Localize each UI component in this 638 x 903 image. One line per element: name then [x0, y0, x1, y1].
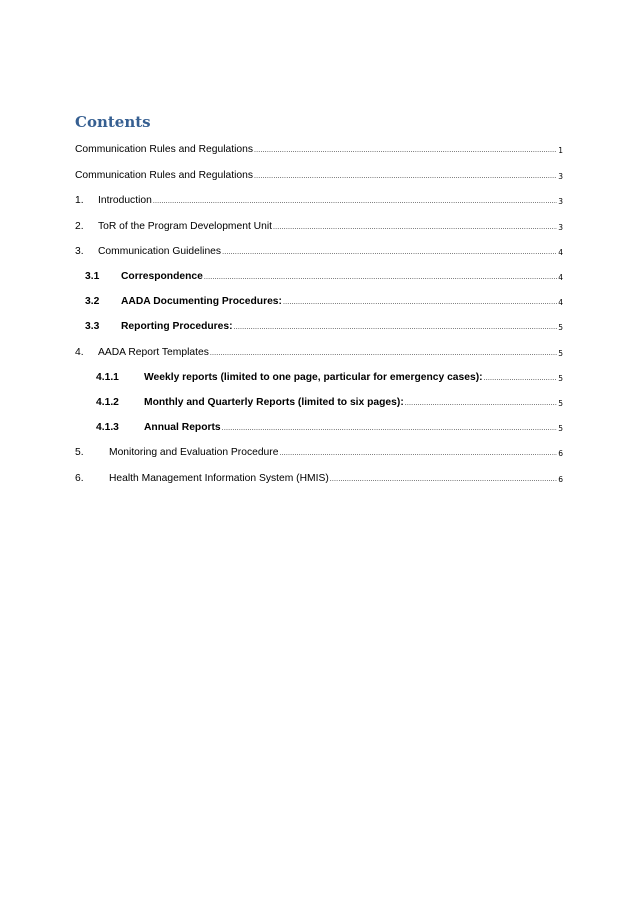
toc-entry[interactable]	[85, 269, 563, 283]
toc-entry-number: 6.	[75, 473, 84, 484]
toc-entry[interactable]	[75, 168, 563, 182]
toc-entry-number: 5.	[75, 447, 84, 458]
toc-entry-text: AADA Report Templates	[98, 347, 209, 358]
toc-leader-dots	[222, 424, 558, 434]
toc-entry-number: 2.	[75, 221, 84, 232]
toc-entry[interactable]	[96, 420, 563, 434]
toc-leader-dots	[273, 223, 557, 233]
toc-entry-text: Introduction	[98, 195, 152, 206]
toc-entry[interactable]	[75, 193, 563, 207]
toc-leader-dots	[254, 172, 557, 182]
toc-entry-text: Monthly and Quarterly Reports (limited to six pages):	[144, 397, 404, 408]
toc-entry-number: 3.1	[85, 271, 100, 282]
toc-entry[interactable]	[75, 219, 563, 233]
toc-entry-number: 3.3	[85, 321, 100, 332]
toc-entry[interactable]	[75, 445, 563, 459]
toc-entry-number: 4.1.2	[96, 397, 119, 408]
toc-leader-dots	[204, 273, 557, 283]
toc-entry-text: AADA Documenting Procedures:	[121, 296, 282, 307]
toc-entry-text: Health Management Information System (HMIS)	[109, 473, 329, 484]
toc-entry-text: Reporting Procedures:	[121, 321, 233, 332]
toc-page-number: 3	[558, 223, 563, 232]
toc-entry-number: 3.2	[85, 296, 100, 307]
toc-page-number: 3	[558, 172, 563, 181]
toc-entry-text: Weekly reports (limited to one page, particular for emergency cases):	[144, 372, 483, 383]
toc-entry[interactable]	[75, 471, 563, 485]
toc-page-number: 5	[558, 374, 563, 383]
toc-leader-dots	[254, 146, 557, 156]
toc-entry-text: Communication Rules and Regulations	[75, 170, 254, 181]
toc-page-number: 4	[558, 298, 563, 307]
toc-entry-number: 4.1.1	[96, 372, 119, 383]
toc-page-number: 5	[558, 399, 563, 408]
toc-entry-number: 4.1.3	[96, 422, 119, 433]
toc-leader-dots	[279, 449, 557, 459]
toc-leader-dots	[210, 349, 557, 359]
toc-entry[interactable]	[96, 395, 563, 409]
toc-leader-dots	[153, 197, 557, 207]
toc-entry-text: Correspondence	[121, 271, 203, 282]
toc-leader-dots	[234, 323, 558, 333]
toc-entry-text: Communication Guidelines	[98, 246, 222, 257]
toc-entry-number: 3.	[75, 246, 84, 257]
toc-entry[interactable]	[96, 370, 563, 384]
toc-entry[interactable]	[75, 345, 563, 359]
toc-heading: Contents	[75, 113, 151, 131]
toc-entry[interactable]	[75, 142, 563, 156]
toc-entry[interactable]	[85, 319, 563, 333]
toc-page-number: 5	[558, 424, 563, 433]
toc-leader-dots	[405, 399, 557, 409]
toc-leader-dots	[283, 298, 557, 308]
toc-page-number: 6	[558, 475, 563, 484]
toc-entry-text: Annual Reports	[144, 422, 221, 433]
toc-page-number: 1	[558, 146, 563, 155]
toc-page-number: 5	[558, 323, 563, 332]
toc-entry-text: Monitoring and Evaluation Procedure	[109, 447, 279, 458]
toc-entry-text: Communication Rules and Regulations	[75, 144, 254, 155]
toc-page-number: 5	[558, 349, 563, 358]
toc-leader-dots	[484, 374, 558, 384]
toc-leader-dots	[330, 475, 557, 485]
toc-page-number: 4	[558, 248, 563, 257]
toc-page-number: 3	[558, 197, 563, 206]
toc-leader-dots	[222, 248, 557, 258]
toc-page-number: 6	[558, 449, 563, 458]
toc-entry-number: 1.	[75, 195, 84, 206]
toc-entry[interactable]	[85, 294, 563, 308]
toc-page-number: 4	[558, 273, 563, 282]
toc-entry-number: 4.	[75, 347, 84, 358]
toc-entry-text: ToR of the Program Development Unit	[98, 221, 272, 232]
toc-entry[interactable]	[75, 244, 563, 258]
